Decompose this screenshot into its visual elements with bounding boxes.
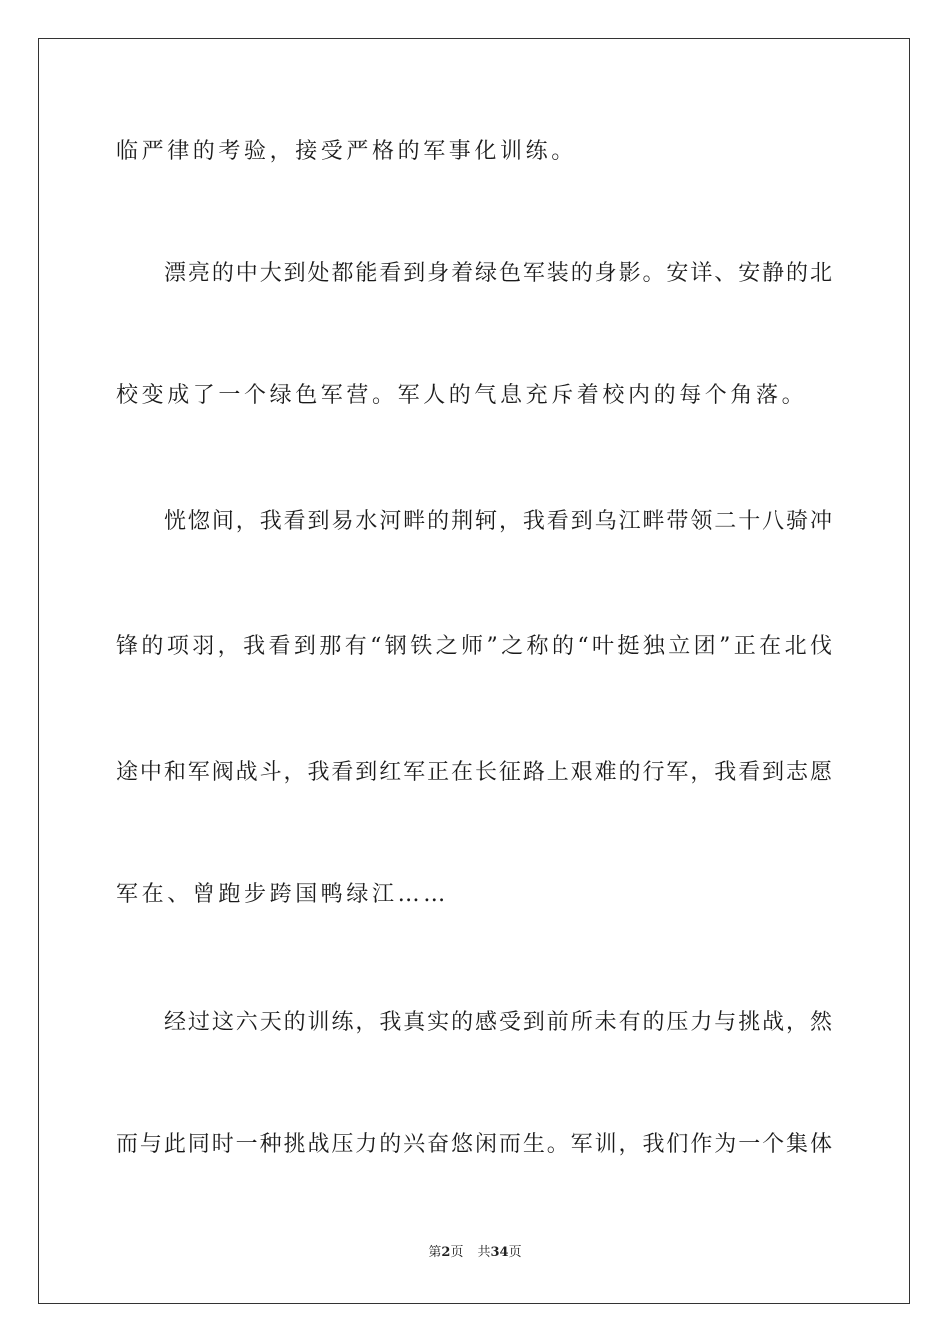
- total-prefix: 共: [477, 1245, 491, 1260]
- text-line: 而与此同时一种挑战压力的兴奋悠闲而生。军训，我们作为一个集体: [116, 1132, 832, 1157]
- page-border: [38, 38, 910, 1304]
- text-line: 恍惚间，我看到易水河畔的荆轲，我看到乌江畔带领二十八骑冲: [164, 509, 832, 534]
- page-suffix: 页: [450, 1245, 464, 1260]
- text-line: 漂亮的中大到处都能看到身着绿色军装的身影。安详、安静的北: [164, 261, 832, 286]
- total-suffix: 页: [508, 1245, 522, 1260]
- page-total: 34: [490, 1245, 509, 1260]
- text-line: 锋的项羽，我看到那有“钢铁之师”之称的“叶挺独立团”正在北伐: [116, 634, 832, 659]
- page-prefix: 第: [428, 1245, 442, 1260]
- text-line: 军在、曾跑步跨国鸭绿江……: [116, 882, 449, 907]
- page-current: 2: [441, 1245, 451, 1260]
- text-line: 临严律的考验，接受严格的军事化训练。: [116, 139, 577, 164]
- text-line: 校变成了一个绿色军营。军人的气息充斥着校内的每个角落。: [116, 383, 808, 408]
- text-line: 经过这六天的训练，我真实的感受到前所未有的压力与挑战，然: [164, 1010, 832, 1035]
- text-line: 途中和军阀战斗，我看到红军正在长征路上艰难的行军，我看到志愿: [116, 760, 832, 785]
- page-footer: [0, 1244, 950, 1262]
